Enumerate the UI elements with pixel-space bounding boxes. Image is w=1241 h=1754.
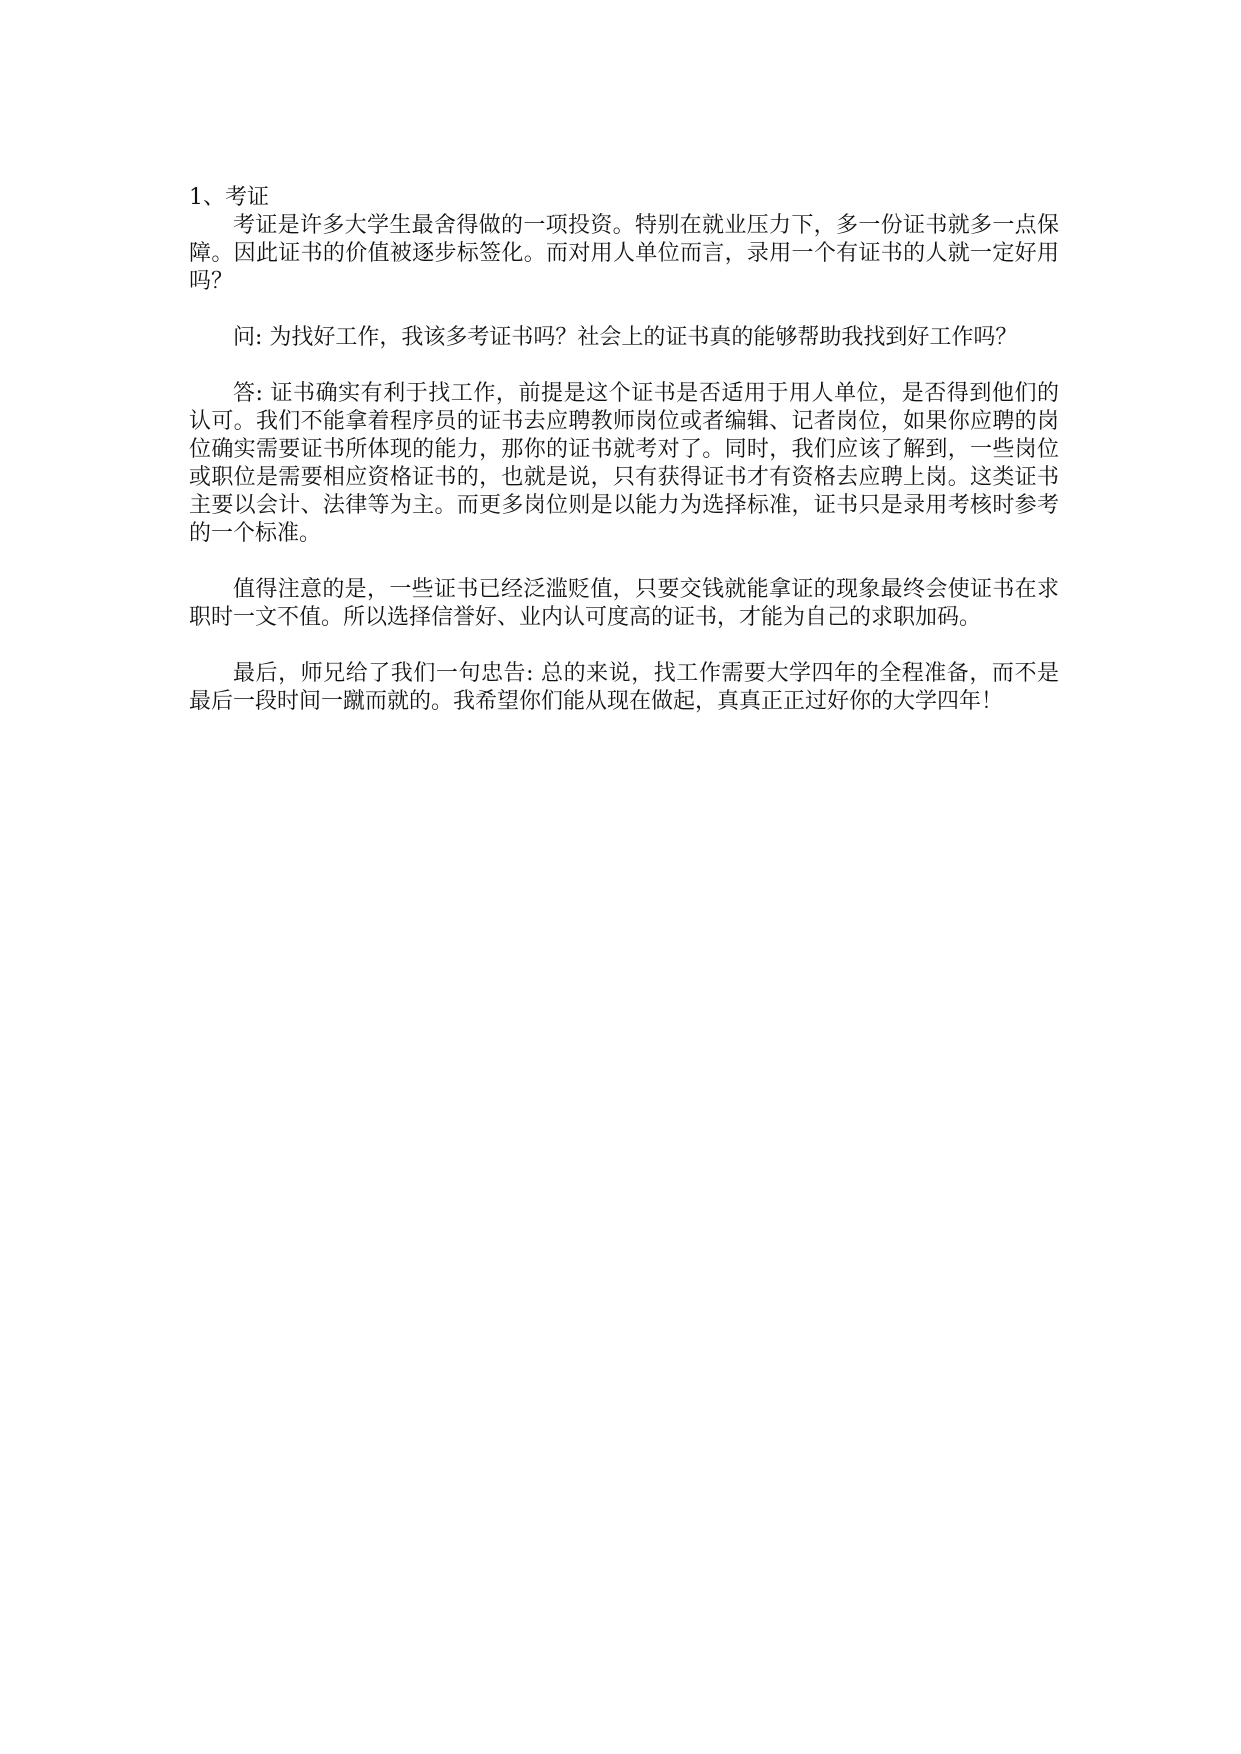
paragraph-intro: 考证是许多大学生最舍得做的一项投资。特别在就业压力下，多一份证书就多一点保障。因此证书的价值被逐步标签化。而对用人单位而言，录用一个有证书的人就一定好用吗？ [189,213,1059,294]
paragraph-question: 问: 为找好工作，我该多考证书吗？社会上的证书真的能够帮助我找到好工作吗？ [233,325,1018,350]
section-heading: 1、考证 [189,185,269,210]
paragraph-answer: 答: 证书确实有利于找工作，前提是这个证书是否适用于用人单位，是否得到他们的认可。我们不能拿着程序员的证书去应聘教师岗位或者编辑、记者岗位，如果你应聘的岗位确实需要证书所体现的能力，那你的证书就考对了。同时，我们应该了解到，一些岗位或职位是需要相应资格证书的，也就是说，只有获得证书才有资格去应聘上岗。这类证书主要以会计、法律等为主。而更多岗位则是以能力为选择标准，证书只是录用考核时参考的一个标准。 [189,381,1059,546]
paragraph-note: 值得注意的是，一些证书已经泛滥贬值，只要交钱就能拿证的现象最终会使证书在求职时一文不值。所以选择信誉好、业内认可度高的证书，才能为自己的求职加码。 [189,577,1059,630]
document-page [189,184,1059,744]
paragraph-advice: 最后，师兄给了我们一句忠告: 总的来说，找工作需要大学四年的全程准备，而不是最后一段时间一蹴而就的。我希望你们能从现在做起，真真正正过好你的大学四年！ [189,661,1059,714]
